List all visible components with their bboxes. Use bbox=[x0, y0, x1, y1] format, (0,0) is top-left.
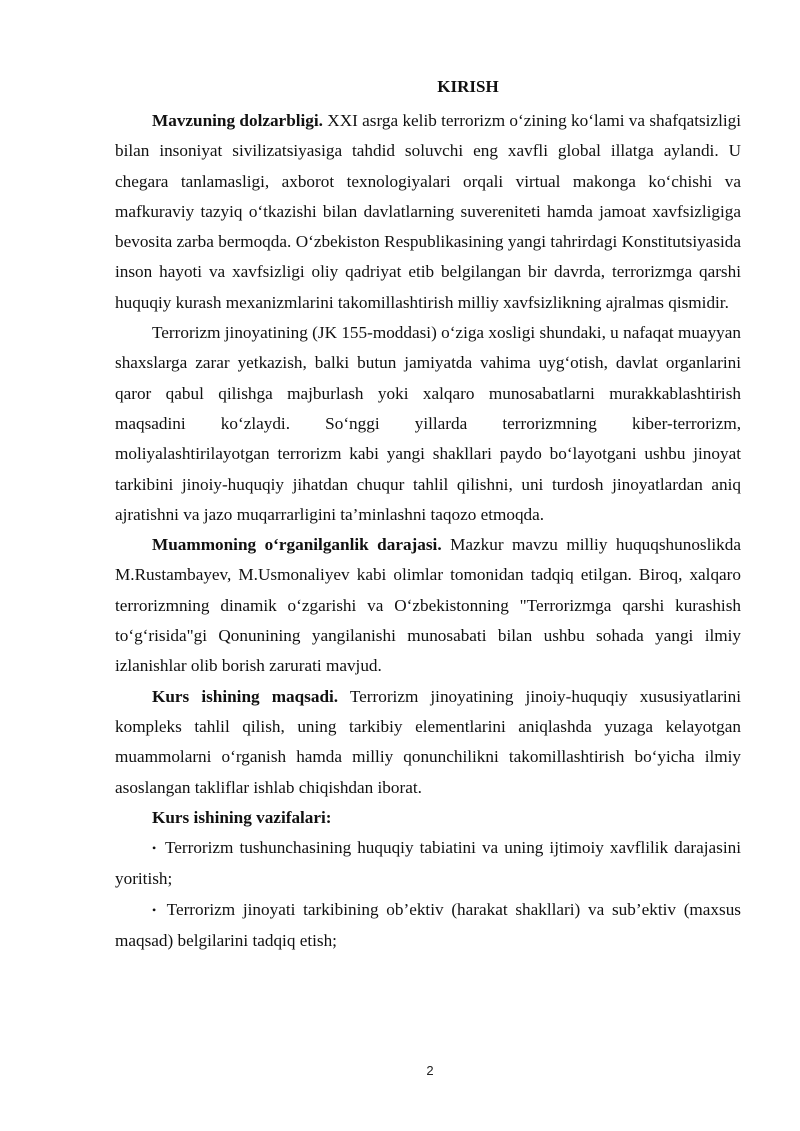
paragraph-terrorism-specifics bbox=[115, 318, 741, 530]
paragraph-text: Terrorizm jinoyatining jinoiy-huquqiy xususiyatlarini kompleks tahlil qilish, uning tarkibiy elementlarini aniqlashda yuzaga kelayotgan muammolarni o‘rganish hamda milliy qonunchilikni takomillashtirish bo‘yicha ilmiy asoslangan takliflar ishlab chiqishdan iborat. bbox=[115, 686, 741, 797]
task-text: Terrorizm jinoyati tarkibining ob’ektiv (harakat shakllari) va sub’ektiv (maxsus maqsad) belgilarini tadqiq etish; bbox=[115, 899, 741, 951]
paragraph-text: XXI asrga kelib terrorizm o‘zining ko‘lami va shafqatsizligi bilan insoniyat sivilizatsiyasiga tahdid soluvchi eng xavfli global illatga aylandi. U chegara tanlamasligi, axborot texnologiyalari orqali virtual makonga ko‘chishi va mafkuraviy tazyiq o‘tkazishi bilan davlatlarning suvereniteti hamda jamoat xavfsizligiga bevosita zarba bermoqda. O‘zbekiston Respublikasining yangi tahrirdagi Konstitutsiyasida inson hayoti va xavfsizligi oliy qadriyat etib belgilangan bir davrda, terrorizmga qarshi huquqiy kurash mexanizmlarini takomillashtirish milliy xavfsizlikning ajralmas qismidir. bbox=[115, 111, 741, 312]
document-page bbox=[115, 76, 741, 956]
paragraph-goal bbox=[115, 682, 741, 803]
paragraph-relevance bbox=[115, 106, 741, 318]
page-number: 2 bbox=[426, 1063, 434, 1078]
bullet-icon: • bbox=[152, 841, 157, 856]
task-text: Terrorizm tushunchasining huquqiy tabiatini va uning ijtimoiy xavflilik darajasini yoritish; bbox=[115, 838, 741, 889]
section-heading: KIRISH bbox=[437, 77, 499, 96]
paragraph-lead: Mavzuning dolzarbligi. bbox=[152, 111, 323, 130]
bullet-icon: • bbox=[152, 902, 157, 917]
tasks-heading: Kurs ishining vazifalari: bbox=[152, 807, 332, 827]
paragraph-lead: Kurs ishining maqsadi. bbox=[152, 686, 339, 706]
paragraph-text: Terrorizm jinoyatining (JK 155-moddasi) o‘ziga xosligi shundaki, u nafaqat muayyan shaxslarga zarar yetkazish, balki butun jamiyatda vahima uyg‘otish, davlat organlarini qaror qabul qilishga majburlash yoki xalqaro munosabatlarni murakkablashtirish maqsadini ko‘zlaydi. So‘nggi yillarda terrorizmning kiber-terrorizm, moliyalashtirilayotgan terrorizm kabi yangi shakllari paydo bo‘layotgani ushbu jinoyat tarkibini jinoiy-huquqiy jihatdan chuqur tahlil qilishni, uni turdosh jinoyatlardan aniq ajratishni va jazo muqarrarligini ta’minlashni taqozo etmoqda. bbox=[115, 323, 741, 524]
paragraph-text: Mazkur mavzu milliy huquqshunoslikda M.Rustambayev, M.Usmonaliyev kabi olimlar tomonidan tadqiq etilgan. Biroq, xalqaro terrorizmning dinamik o‘zgarishi va O‘zbekistonning "Terrorizmga qarshi kurashish to‘g‘risida"gi Qonunining yangilanishi munosabati bilan ushbu sohada yangi ilmiy izlanishlar olib borish zarurati mavjud. bbox=[115, 535, 741, 676]
paragraph-research-level bbox=[115, 530, 741, 681]
task-item bbox=[115, 895, 741, 957]
paragraph-lead: Muammoning o‘rganilganlik darajasi. bbox=[152, 535, 442, 555]
task-item bbox=[115, 833, 741, 895]
